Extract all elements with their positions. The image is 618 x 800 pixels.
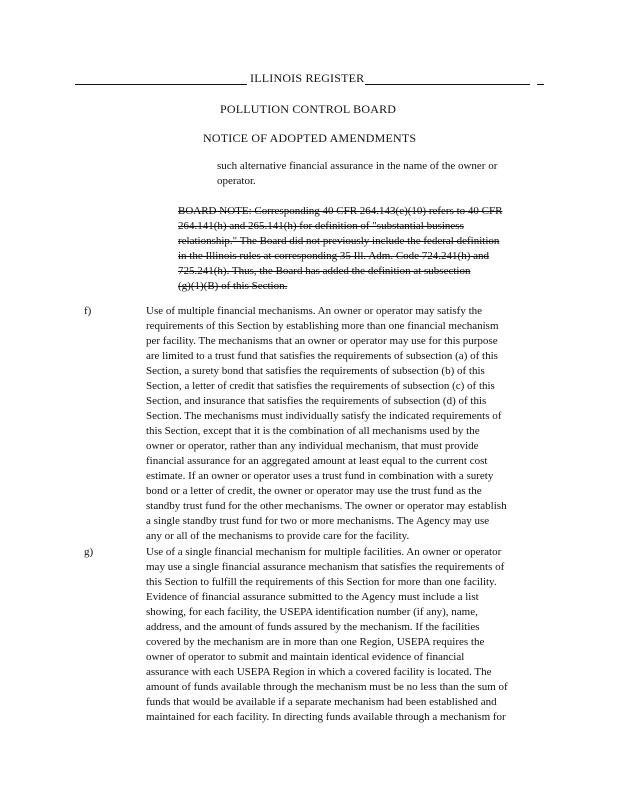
board-note-line-6: (g)(1)(B) of this Section. <box>178 280 288 292</box>
continuation-line-2: operator. <box>217 175 256 187</box>
notice-title: NOTICE OF ADOPTED AMENDMENTS <box>203 131 417 145</box>
section-f-line-2: requirements of this Section by establishing more than one financial mechanism <box>146 320 499 332</box>
section-f-line-3: per facility. The mechanisms that an owner or operator may use for this purpose <box>146 335 498 347</box>
header-rule-tick <box>537 84 544 85</box>
section-g-line-9: assurance with each USEPA Region in which a covered facility is located. The <box>146 666 492 678</box>
section-f-line-4: are limited to a trust fund that satisfies the requirements of subsection (a) of this <box>146 350 498 362</box>
section-f-line-1: Use of multiple financial mechanisms. An owner or operator may satisfy the <box>146 305 483 317</box>
section-f-line-7: Section, and insurance that satisfies the requirements of subsection (d) of this <box>146 395 487 407</box>
header-rule-left <box>75 84 247 85</box>
section-g-marker: g) <box>84 546 94 558</box>
section-g-line-8: owner of operator to submit and maintain identical evidence of financial <box>146 651 465 663</box>
section-g-line-5: showing, for each facility, the USEPA identification number (if any), name, <box>146 606 478 618</box>
section-f-line-6: Section, a letter of credit that satisfies the requirements of subsection (c) of this <box>146 380 495 392</box>
section-g-line-2: may use a single financial assurance mechanism that satisfies the requirements of <box>146 561 505 573</box>
section-g-line-3: this Section to fulfill the requirements of this Section for more than one facility. <box>146 576 497 588</box>
section-g-line-12: maintained for each facility. In directing funds available through a mechanism for <box>146 711 506 723</box>
section-f-line-10: owner or operator, rather than any individual mechanism, that must provide <box>146 440 479 452</box>
section-g-line-10: amount of funds available through the mechanism must be no less than the sum of <box>146 681 508 693</box>
section-f-line-13: bond or a letter of credit, the owner or operator may use the trust fund as the <box>146 485 482 497</box>
board-note-line-5: 725.241(h). Thus, the Board has added the definition at subsection <box>178 265 471 277</box>
section-g-line-6: address, and the amount of funds assured by the mechanism. If the facilities <box>146 621 480 633</box>
board-note-line-4: in the Illinois rules at corresponding 35 Ill. Adm. Code 724.241(h) and <box>178 250 490 262</box>
section-f-marker: f) <box>84 305 92 317</box>
section-g-line-1: Use of a single financial mechanism for multiple facilities. An owner or operator <box>146 546 502 558</box>
board-title: POLLUTION CONTROL BOARD <box>220 102 397 116</box>
board-note-line-1: BOARD NOTE: Corresponding 40 CFR 264.143(e)(10) refers to 40 CFR <box>178 205 503 217</box>
board-note-line-3: relationship." The Board did not previously include the federal definition <box>178 235 500 247</box>
section-f-line-15: a single standby trust fund for two or more mechanisms. The Agency may use <box>146 515 490 527</box>
register-title: ILLINOIS REGISTER <box>250 71 365 85</box>
section-f-line-9: this Section, except that it is the combination of all mechanisms used by the <box>146 425 480 437</box>
section-f-line-16: any or all of the mechanisms to provide care for the facility. <box>146 530 410 542</box>
continuation-line-1: such alternative financial assurance in the name of the owner or <box>217 160 498 172</box>
section-f-line-5: Section, a surety bond that satisfies the requirements of subsection (b) of this <box>146 365 485 377</box>
section-f-line-14: standby trust fund for the other mechanisms. The owner or operator may establish <box>146 500 507 512</box>
board-note-line-2: 264.141(h) and 265.141(h) for definition of "substantial business <box>178 220 464 232</box>
section-g-line-7: covered by the mechanism are in more than one Region, USEPA requires the <box>146 636 485 648</box>
section-f-line-8: Section. The mechanisms must individually satisfy the indicated requirements of <box>146 410 502 422</box>
section-f-line-11: financial assurance for an aggregated amount at least equal to the current cost <box>146 455 488 467</box>
section-g-line-4: Evidence of financial assurance submitted to the Agency must include a list <box>146 591 479 603</box>
section-f-line-12: estimate. If an owner or operator uses a trust fund in combination with a surety <box>146 470 494 482</box>
section-g-line-11: funds that would be available if a separate mechanism had been established and <box>146 696 497 708</box>
header-rule-right <box>365 84 530 85</box>
